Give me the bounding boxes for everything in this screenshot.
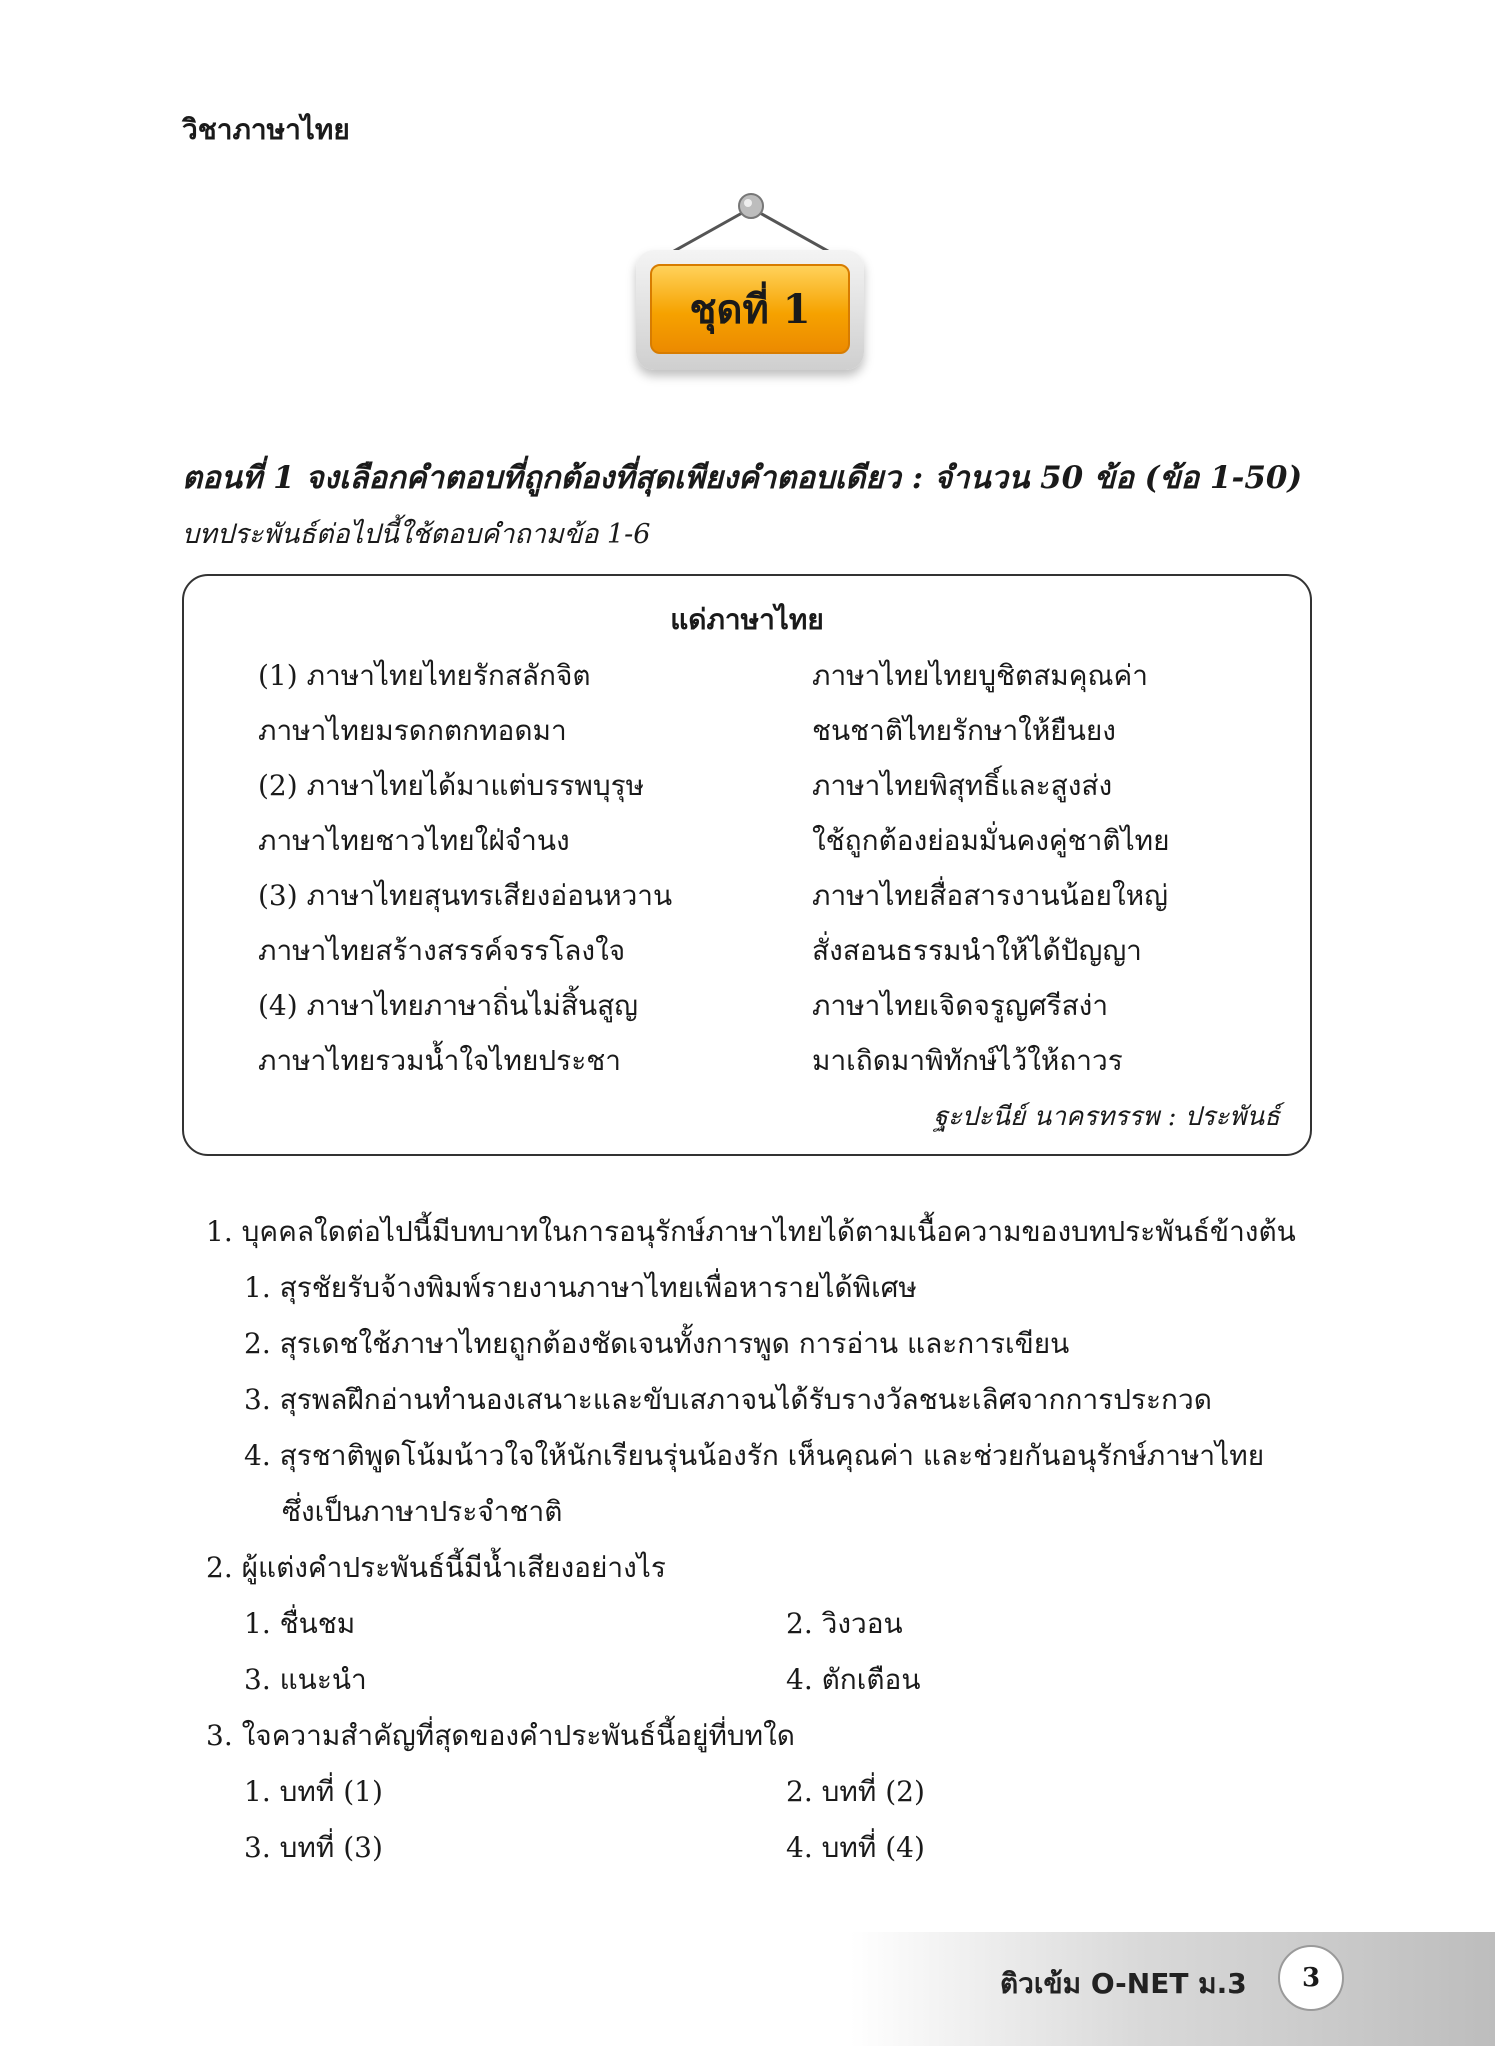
option-text: สุรเดชใช้ภาษาไทยถูกต้องชัดเจนทั้งการพูด การอ่าน และการเขียน [279, 1327, 1070, 1360]
poem-line: ภาษาไทยพิสุทธิ์และสูงส่ง [812, 769, 1113, 802]
poem-line: (4) ภาษาไทยภาษาถิ่นไม่สิ้นสูญ [258, 989, 639, 1022]
option-text: สุรชัยรับจ้างพิมพ์รายงานภาษาไทยเพื่อหารายได้พิเศษ [279, 1271, 917, 1304]
option-text: บทที่ (4) [821, 1831, 925, 1864]
part-title: ตอนที่ 1 จงเลือกคำตอบที่ถูกต้องที่สุดเพียงคำตอบเดียว : จำนวน 50 ข้อ (ข้อ 1-50) [182, 460, 1303, 496]
option-number: 1. [244, 1607, 271, 1640]
poem-title: แด่ภาษาไทย [670, 603, 824, 636]
option-text: วิงวอน [821, 1607, 903, 1640]
option-text: ชื่นชม [279, 1607, 356, 1640]
poem-line: มาเถิดมาพิทักษ์ไว้ให้ถาวร [812, 1044, 1123, 1077]
option [244, 1322, 1069, 1366]
option [786, 1826, 925, 1870]
option [244, 1266, 917, 1310]
option [786, 1770, 925, 1814]
poem-line: ภาษาไทยไทยบูชิตสมคุณค่า [812, 659, 1148, 692]
poem-line: ภาษาไทยสื่อสารงานน้อยใหญ่ [812, 879, 1168, 912]
option-text: บทที่ (1) [279, 1775, 383, 1808]
question-2 [206, 1546, 666, 1590]
option [786, 1658, 920, 1702]
poem-line: (3) ภาษาไทยสุนทรเสียงอ่อนหวาน [258, 879, 673, 912]
option-text: สุรชาติพูดโน้มน้าวใจให้นักเรียนรุ่นน้องรัก เห็นคุณค่า และช่วยกันอนุรักษ์ภาษาไทย [279, 1439, 1265, 1472]
option-number: 1. [244, 1775, 271, 1808]
option-number: 4. [786, 1831, 813, 1864]
question-3 [206, 1714, 795, 1758]
question-number: 1. [206, 1215, 233, 1248]
set-sign [636, 190, 866, 390]
poem-line: (2) ภาษาไทยได้มาแต่บรรพบุรุษ [258, 769, 645, 802]
option-text: ตักเตือน [821, 1663, 921, 1696]
poem-line: ชนชาติไทยรักษาให้ยืนยง [812, 714, 1116, 747]
option-text: สุรพลฝึกอ่านทำนองเสนาะและขับเสภาจนได้รับรางวัลชนะเลิศจากการประกวด [279, 1383, 1212, 1416]
poem-line: สั่งสอนธรรมนำให้ได้ปัญญา [812, 934, 1142, 967]
option-number: 3. [244, 1663, 271, 1696]
footer-label: ติวเข้ม O-NET ม.3 [1000, 1967, 1247, 2000]
option-number: 3. [244, 1383, 271, 1416]
poem-credit: ฐะปะนีย์ นาครทรรพ : ประพันธ์ [933, 1102, 1280, 1132]
sign-board [636, 250, 864, 370]
part-subtitle: บทประพันธ์ต่อไปนี้ใช้ตอบคำถามข้อ 1-6 [182, 519, 651, 550]
question-1 [206, 1210, 1296, 1254]
page-number: 3 [1278, 1945, 1344, 2011]
question-number: 3. [206, 1719, 233, 1752]
option-number: 4. [244, 1439, 271, 1472]
option-number: 2. [244, 1327, 271, 1360]
option-text: บทที่ (2) [821, 1775, 925, 1808]
question-number: 2. [206, 1551, 233, 1584]
option-number: 2. [786, 1607, 813, 1640]
option [244, 1826, 383, 1870]
poem-line: ภาษาไทยเจิดจรูญศรีสง่า [812, 989, 1109, 1022]
question-text: บุคคลใดต่อไปนี้มีบทบาทในการอนุรักษ์ภาษาไทยได้ตามเนื้อความของบทประพันธ์ข้างต้น [241, 1215, 1296, 1248]
option [244, 1602, 355, 1646]
poem-line: ภาษาไทยชาวไทยใฝ่จำนง [258, 824, 570, 857]
option-text: บทที่ (3) [279, 1831, 383, 1864]
poem-line: ภาษาไทยสร้างสรรค์จรรโลงใจ [258, 934, 626, 967]
question-text: ผู้แต่งคำประพันธ์นี้มีน้ำเสียงอย่างไร [241, 1551, 666, 1584]
poem-box [182, 574, 1312, 1156]
poem-line: ภาษาไทยรวมน้ำใจไทยประชา [258, 1044, 621, 1077]
option-number: 4. [786, 1663, 813, 1696]
option [244, 1378, 1212, 1422]
option-number: 3. [244, 1831, 271, 1864]
option-number: 2. [786, 1775, 813, 1808]
poem-line: ใช้ถูกต้องย่อมมั่นคงคู่ชาติไทย [812, 824, 1170, 857]
option [244, 1770, 383, 1814]
option-number: 1. [244, 1271, 271, 1304]
question-text: ใจความสำคัญที่สุดของคำประพันธ์นี้อยู่ที่บทใด [241, 1719, 795, 1752]
poem-line: ภาษาไทยมรดกตกทอดมา [258, 714, 567, 747]
option [786, 1602, 903, 1646]
poem-line: (1) ภาษาไทยไทยรักสลักจิต [258, 659, 591, 692]
option [244, 1658, 367, 1702]
option [244, 1434, 1264, 1478]
option-text: แนะนำ [279, 1663, 367, 1696]
set-label: ชุดที่ 1 [689, 286, 811, 333]
option-continuation: ซึ่งเป็นภาษาประจำชาติ [282, 1495, 563, 1528]
subject-header: วิชาภาษาไทย [182, 113, 350, 146]
